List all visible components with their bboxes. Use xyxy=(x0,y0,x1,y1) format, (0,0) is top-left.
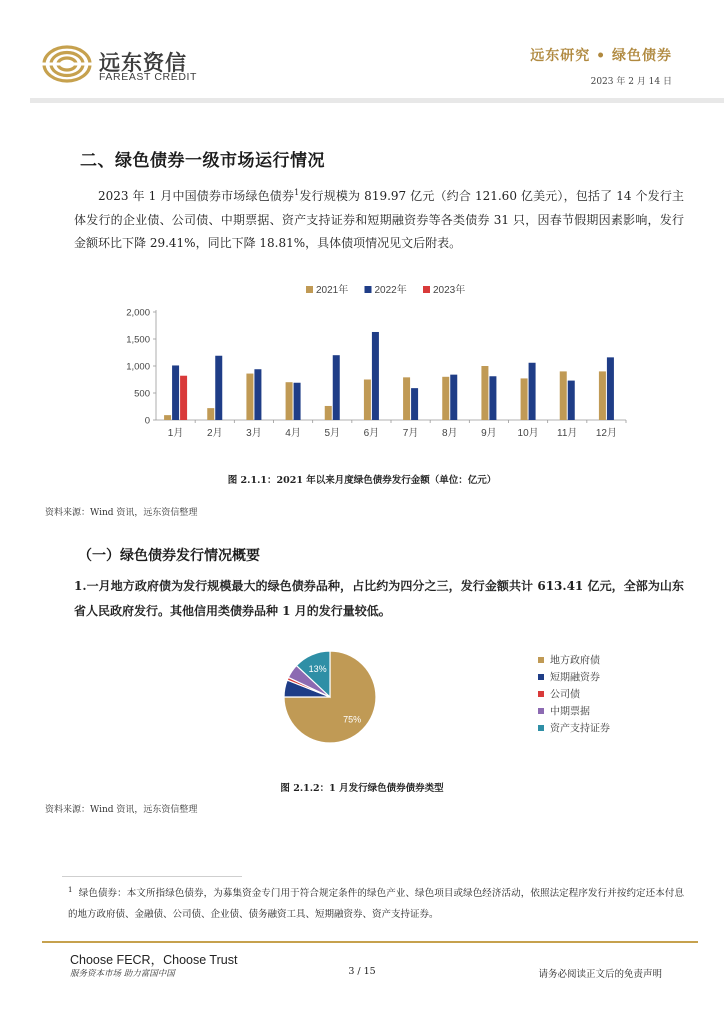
figure1-source: 资料来源：Wind 资讯，远东资信整理 xyxy=(45,508,198,518)
footnote-mark: 1 xyxy=(68,886,73,894)
header-section-label: 远东研究 • 绿色债券 xyxy=(530,48,672,64)
y-tick-label: 0 xyxy=(144,415,150,427)
brand-name-cn: 远东资信 xyxy=(99,51,187,75)
bar xyxy=(529,363,536,420)
y-tick-label: 2,000 xyxy=(126,307,150,319)
bar xyxy=(215,356,222,420)
pie-legend-swatch xyxy=(538,691,544,697)
footer-divider xyxy=(42,941,698,943)
bar xyxy=(333,355,340,420)
bond-type-pie-chart xyxy=(270,640,650,755)
legend-label: 2023年 xyxy=(433,285,466,296)
bar xyxy=(481,366,488,420)
bar xyxy=(294,383,301,420)
bar xyxy=(442,377,449,420)
pie-data-label: 13% xyxy=(308,663,327,674)
x-tick-label: 8月 xyxy=(441,428,458,439)
y-tick-label: 1,000 xyxy=(126,361,150,373)
pie-legend-label: 中期票据 xyxy=(550,706,590,718)
x-tick-label: 4月 xyxy=(285,428,301,439)
monthly-issuance-bar-chart xyxy=(90,278,650,448)
pie-legend-label: 资产支持证券 xyxy=(550,723,610,735)
figure2-caption: 图 2.1.2：1 月发行绿色债券债券类型 xyxy=(280,783,444,794)
bar xyxy=(411,388,418,420)
x-tick-label: 1月 xyxy=(167,428,184,439)
bar xyxy=(254,369,261,420)
x-tick-label: 3月 xyxy=(246,428,262,439)
pie-data-label: 75% xyxy=(343,714,362,725)
bar xyxy=(372,332,379,420)
footnote-divider xyxy=(62,876,242,877)
bar xyxy=(364,380,371,421)
paragraph-part-b: 发行规模为 819.97 亿元（约合 121.60 亿美元），包括了 14 个发行主体发行的企业债、公司债、中期票据、资产支持证券和短期融资券等各类债券 31 只，因春节假期因素影响，发行金额环比下降 29.41%，同比下降 18.81%，具体债项情况见文后附表。 xyxy=(74,189,684,250)
subsection-paragraph: 1.一月地方政府债为发行规模最大的绿色债券品种，占比约为四分之三，发行金额共计 613.41 亿元，全部为山东省人民政府发行。其他信用类债券品种 1 月的发行量较低。 xyxy=(74,579,684,618)
pie-legend-label: 公司债 xyxy=(550,689,580,701)
x-tick-label: 12月 xyxy=(595,428,617,439)
bar xyxy=(450,375,457,420)
bar xyxy=(172,365,179,420)
bar xyxy=(489,376,496,420)
paragraph-part-a: 2023 年 1 月中国债券市场绿色债券 xyxy=(98,189,295,203)
figure2-source: 资料来源：Wind 资讯，远东资信整理 xyxy=(45,805,198,815)
bar xyxy=(521,378,528,420)
x-tick-label: 10月 xyxy=(517,428,539,439)
y-tick-label: 500 xyxy=(134,388,150,400)
page-number: 3 / 15 xyxy=(348,966,376,977)
footnote-text: 绿色债券：本文所指绿色债券，为募集资金专门用于符合规定条件的绿色产业、绿色项目或绿色经济活动，依照法定程序发行并按约定还本付息的地方政府债、金融债、公司债、企业债、债务融资工具、短期融资券、资产支持证券。 xyxy=(68,888,684,921)
legend-swatch xyxy=(365,286,372,293)
pie-legend-swatch xyxy=(538,657,544,663)
pie-legend-label: 地方政府债 xyxy=(550,655,600,667)
bar xyxy=(599,371,606,420)
bar xyxy=(207,408,214,420)
x-tick-label: 7月 xyxy=(402,428,419,439)
bar xyxy=(607,357,614,420)
legend-swatch xyxy=(306,286,313,293)
pie-legend-swatch xyxy=(538,708,544,714)
header-date: 2023 年 2 月 14 日 xyxy=(590,77,672,87)
legend-label: 2022年 xyxy=(374,285,407,296)
footnote xyxy=(68,880,684,925)
legend-swatch xyxy=(423,286,430,293)
footer-slogan: Choose FECR，Choose Trust xyxy=(70,953,238,967)
x-tick-label: 5月 xyxy=(324,428,341,439)
bar xyxy=(164,415,171,420)
figure1-caption: 图 2.1.1：2021 年以来月度绿色债券发行金额（单位：亿元） xyxy=(227,475,497,486)
section-paragraph xyxy=(74,185,684,256)
footer-tagline: 服务资本市场 助力富国中国 xyxy=(70,969,175,979)
section-title: 二、绿色债券一级市场运行情况 xyxy=(80,151,325,171)
x-tick-label: 2月 xyxy=(206,428,223,439)
bar xyxy=(568,381,575,420)
brand-name-en: FAREAST CREDIT xyxy=(99,71,198,83)
pie-legend-label: 短期融资券 xyxy=(550,672,600,684)
pie-legend-swatch xyxy=(538,725,544,731)
legend-label: 2021年 xyxy=(316,285,349,296)
y-tick-label: 1,500 xyxy=(126,334,150,346)
bar xyxy=(246,374,253,420)
fareast-logo-icon xyxy=(42,44,92,84)
x-tick-label: 11月 xyxy=(557,428,578,439)
x-tick-label: 6月 xyxy=(363,428,380,439)
subsection-title: （一）绿色债券发行情况概要 xyxy=(78,548,260,564)
x-tick-label: 9月 xyxy=(481,428,497,439)
footnote-ref[interactable]: 1 xyxy=(294,188,300,197)
header-divider xyxy=(30,98,724,103)
bar xyxy=(325,406,332,420)
bar xyxy=(560,371,567,420)
bar xyxy=(180,376,187,420)
pie-legend-swatch xyxy=(538,674,544,680)
footer-disclaimer: 请务必阅读正文后的免责声明 xyxy=(538,969,662,980)
bar xyxy=(286,382,293,420)
bar xyxy=(403,377,410,420)
